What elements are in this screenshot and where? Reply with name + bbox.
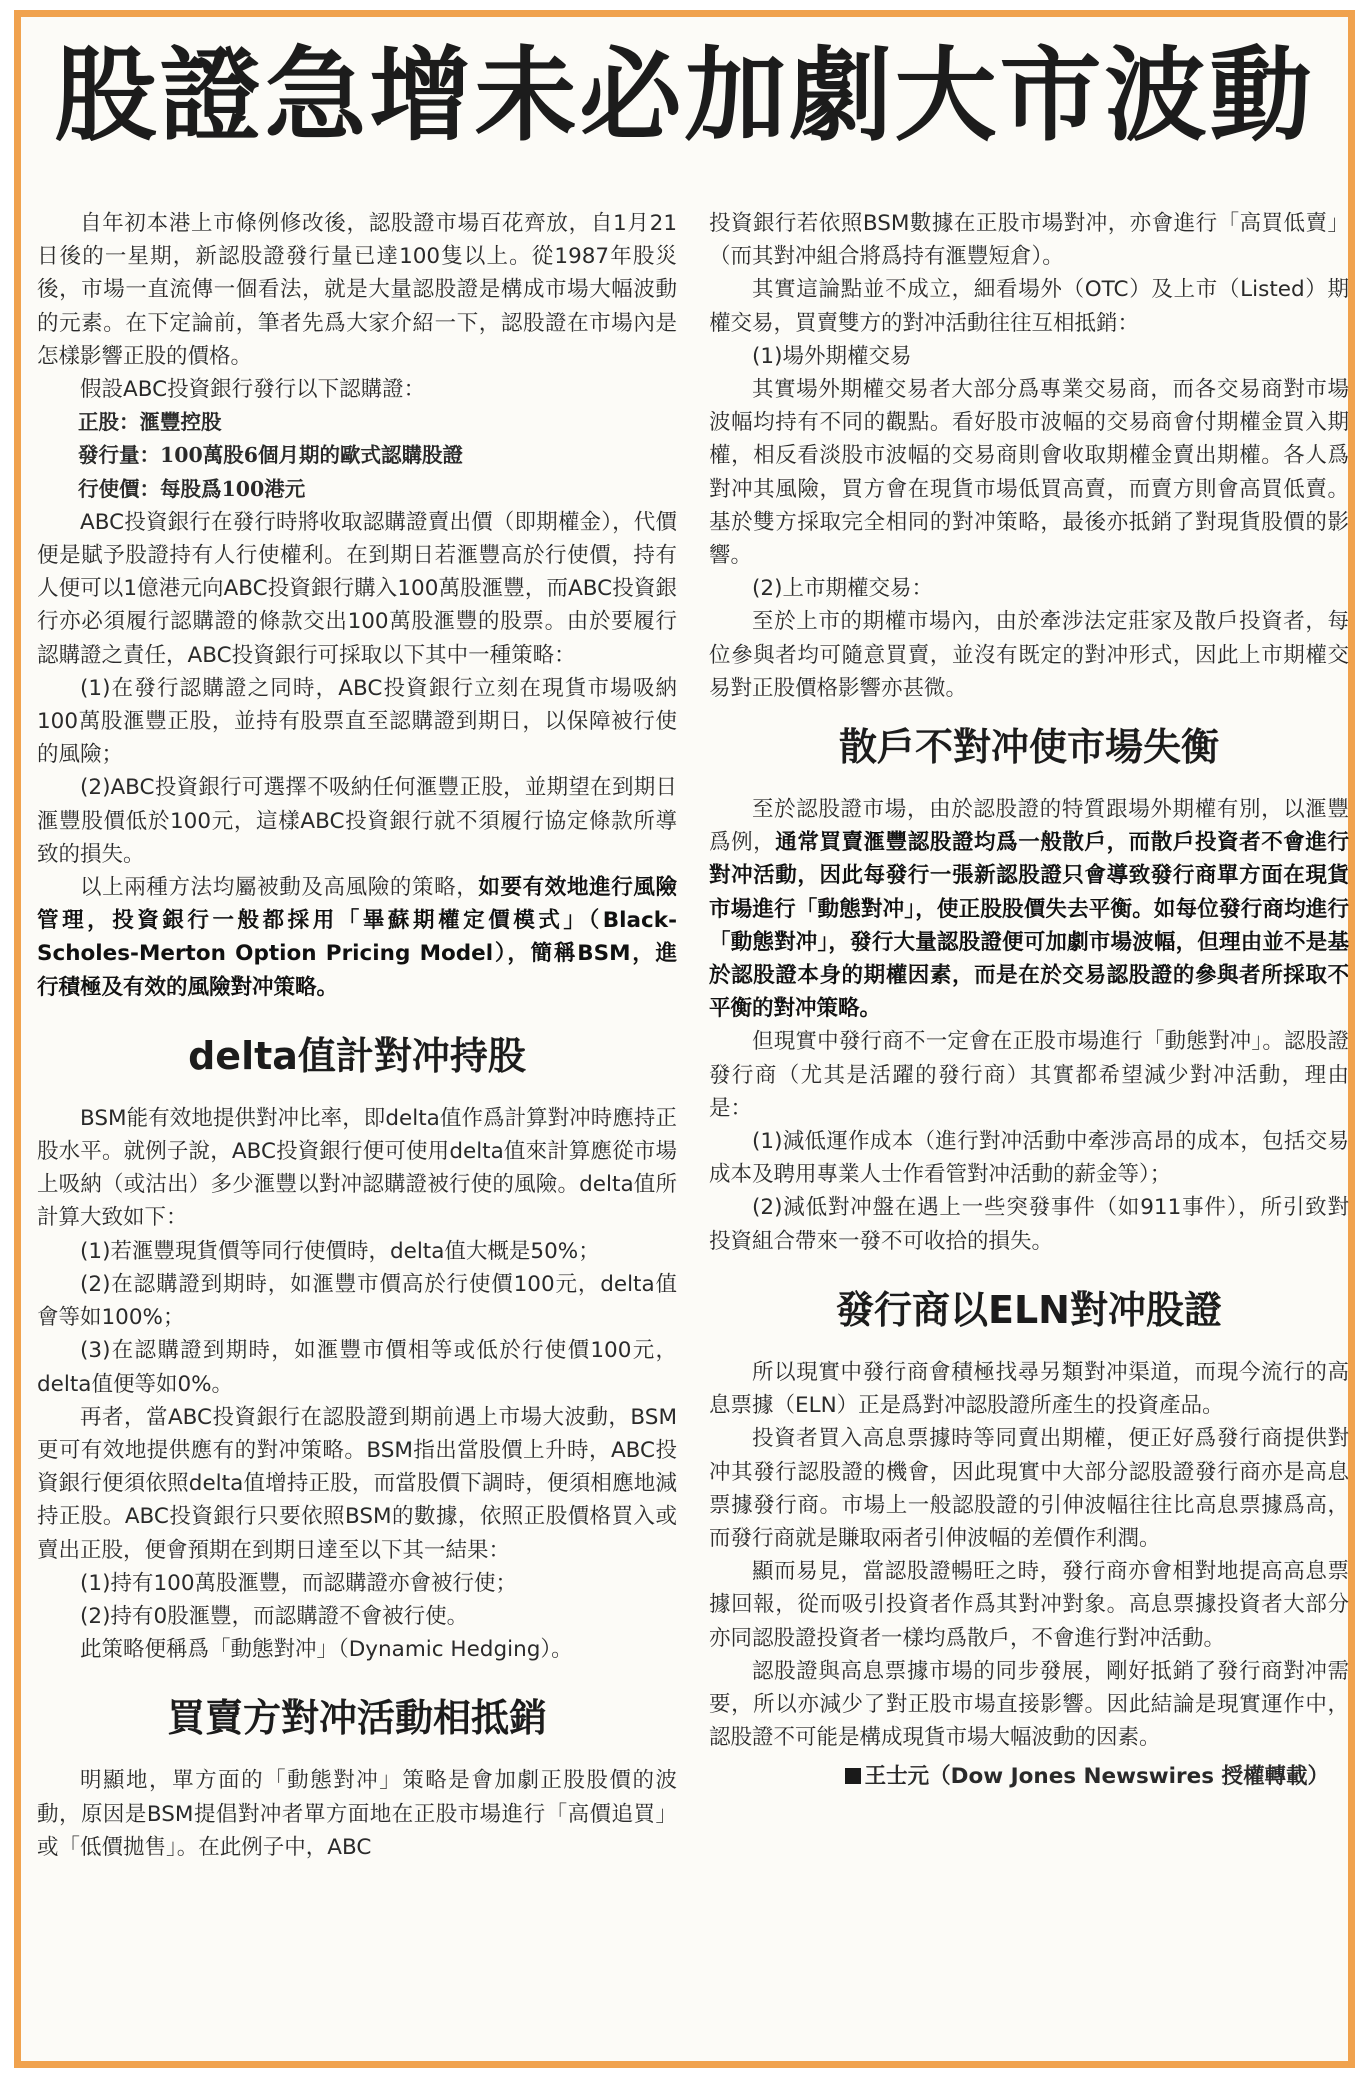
paragraph: 認股證與高息票據市場的同步發展，剛好抵銷了發行商對冲需要，所以亦減少了對正股市場直接影響。因此結論是現實運作中，認股證不可能是構成現貨市場大幅波動的因素。 [709,1658,1349,1751]
byline-text: 王士元（Dow Jones Newswires 授權轉載） [864,1764,1329,1790]
paragraph: 再者，當ABC投資銀行在認股證到期前遇上市場大波動，BSM更可有效地提供應有的對冲策略。BSM指出當股價上升時，ABC投資銀行便須依照delta值增持正股，而當股價下調時，便須相應地減持正股。ABC投資銀行只要依照BSM的數據，依照正股價格買入或賣出正股，便會預期在到期日達至以下其一結果： [37,1404,677,1563]
paragraph: (3)在認購證到期時，如滙豐市價相等或低於行使價100元，delta值便等如0%。 [37,1338,677,1397]
example-line: 行使價：每股爲100港元 [78,476,306,501]
section-heading: delta值計對冲持股 [188,1033,526,1078]
section-heading: 散戶不對冲使市場失衡 [838,725,1219,770]
paragraph: (2)在認購證到期時，如滙豐市價高於行使價100元，delta值會等如100%； [37,1271,677,1331]
paragraph: 此策略便稱爲「動態對冲」（Dynamic Hedging）。 [80,1637,573,1663]
paragraph: (1)在發行認購證之同時，ABC投資銀行立刻在現貨市場吸納100萬股滙豐正股，並持有股票直至認購證到期日，以保障被行使的風險； [37,675,677,768]
byline [709,1760,1349,1793]
section-heading: 發行商以ELN對冲股證 [836,1287,1222,1332]
paragraph: 其實場外期權交易者大部分爲專業交易商，而各交易商對市場波幅均持有不同的觀點。看好股市波幅的交易商會付期權金買入期權，相反看淡股市波幅的交易商則會收取期權金賣出期權。各人爲對冲其風險，買方會在現貨市場低買高賣，而賣方則會高買低賣。基於雙方採取完全相同的對冲策略，最後亦抵銷了對現貨股價的影響。 [709,377,1349,569]
paragraph: (1)場外期權交易 [752,343,912,369]
paragraph [709,793,1349,1025]
paragraph: (1)若滙豐現貨價等同行使價時，delta值大概是50%； [80,1238,600,1264]
example-line: 正股：滙豐控股 [78,410,222,435]
section-heading: 買賣方對冲活動相抵銷 [166,1696,547,1741]
paragraph: 投資銀行若依照BSM數據在正股市場對冲，亦會進行「高買低賣」（而其對冲組合將爲持有滙豐短倉）。 [709,211,1349,270]
paragraph: 假設ABC投資銀行發行以下認購證： [80,377,426,403]
bold-text: 通常買賣滙豐認股證均爲一般散戶，而散戶投資者不會進行對冲活動，因此每發行一張新認股證只會導致發行商單方面在現貨市場進行「動態對冲」，使正股股價失去平衡。如每位發行商均進行「動態對冲」，發行大量認股證便可加劇市場波幅，但理由並不是基於認股證本身的期權因素，而是在於交易認股證的參與者所採取不平衡的對冲策略。 [709,830,1349,1022]
paragraph: (2)減低對冲盤在遇上一些突發事件（如911事件），所引致對投資組合帶來一發不可收拾的損失。 [709,1195,1349,1254]
paragraph: 投資者買入高息票據時等同賣出期權，便正好爲發行商提供對冲其發行認股證的機會，因此現實中大部分認股證發行商亦是高息票據發行商。市場上一般認股證的引伸波幅往往比高息票據爲高，而發行商就是賺取兩者引伸波幅的差價作利潤。 [709,1426,1349,1551]
headline: 股證急增未必加劇大市波動 [54,37,1315,156]
paragraph-text: 至於認股證市場，由於認股證的特質跟場外期權有別，以滙豐爲例， [709,797,1349,856]
paragraph: 其實這論點並不成立，細看場外（OTC）及上市（Listed）期權交易，買賣雙方的對冲活動往往互相抵銷： [709,277,1349,336]
paragraph: (2)ABC投資銀行可選擇不吸納任何滙豐正股，並期望在到期日滙豐股價低於100元，這樣ABC投資銀行就不須履行協定條款所導致的損失。 [37,775,677,867]
square-bullet-icon [845,1768,861,1784]
paragraph: 明顯地，單方面的「動態對冲」策略是會加劇正股股價的波動，原因是BSM提倡對冲者單方面地在正股市場進行「高價追買」或「低價拋售」。在此例子中，ABC [37,1768,677,1860]
paragraph: (1)減低運作成本（進行對冲活動中牽涉高昂的成本，包括交易成本及聘用專業人士作看管對冲活動的薪金等）； [709,1129,1349,1188]
paragraph: 顯而易見，當認股證暢旺之時，發行商亦會相對地提高高息票據回報，從而吸引投資者作爲其對冲對象。高息票據投資者大部分亦同認股證投資者一樣均爲散戶，不會進行對冲活動。 [709,1559,1349,1651]
paragraph [37,871,677,1004]
paragraph-text: 以上兩種方法均屬被動及高風險的策略， [80,875,479,901]
paragraph: BSM能有效地提供對冲比率，即delta值作爲計算對冲時應持正股水平。就例子說，ABC投資銀行便可使用delta值來計算應從市場上吸納（或沽出）多少滙豐以對冲認購證被行使的風險。delta值所計算大致如下： [37,1105,677,1231]
paragraph: 但現實中發行商不一定會在正股市場進行「動態對冲」。認股證發行商（尤其是活躍的發行商）其實都希望減少對冲活動，理由是： [709,1029,1349,1121]
paragraph: (2)上市期權交易： [752,576,933,602]
paragraph: 至於上市的期權市場內，由於牽涉法定莊家及散戶投資者，每位參與者均可隨意買賣，並沒有既定的對冲形式，因此上市期權交易對正股價格影響亦甚微。 [709,609,1349,701]
paragraph: ABC投資銀行在發行時將收取認購證賣出價（即期權金），代價便是賦予股證持有人行使權利。在到期日若滙豐高於行使價，持有人便可以1億港元向ABC投資銀行購入100萬股滙豐，而ABC投資銀行亦必須履行認購證的條款交出100萬股滙豐的股票。由於要履行認購證之責任，ABC投資銀行可採取以下其中一種策略： [37,509,677,668]
newspaper-clipping [14,10,1355,2068]
left-column [37,207,677,1864]
paragraph: 所以現實中發行商會積極找尋另類對冲渠道，而現今流行的高息票據（ELN）正是爲對冲認股證所產生的投資產品。 [709,1359,1349,1419]
example-line: 發行量：100萬股6個月期的歐式認購股證 [78,443,464,468]
paragraph: (1)持有100萬股滙豐，而認購證亦會被行使； [80,1570,517,1596]
paragraph: (2)持有0股滙豐，而認購證不會被行使。 [80,1603,469,1629]
paragraph: 自年初本港上市條例修改後，認股證市場百花齊放，自1月21日後的一星期，新認股證發行量已達100隻以上。從1987年股災後，市場一直流傳一個看法，就是大量認股證是構成市場大幅波動的元素。在下定論前，筆者先爲大家介紹一下，認股證在市場內是怎樣影響正股的價格。 [37,211,677,369]
bold-text: 如要有效地進行風險管理，投資銀行一般都採用「畢蘇期權定價模式」（Black-Scholes-Merton Option Pricing Model），簡稱BSM，進行積極及有效的風險對冲策略。 [37,875,677,1000]
right-column [709,207,1349,1794]
